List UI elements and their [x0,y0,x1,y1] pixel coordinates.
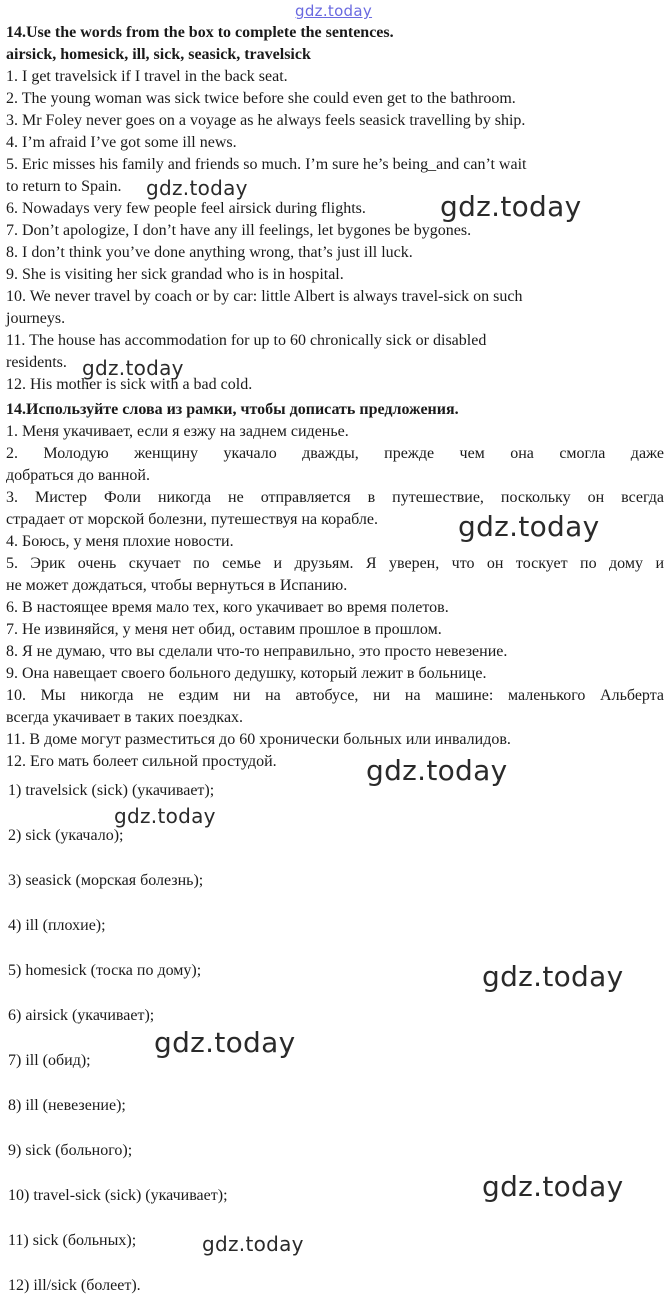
russian-sentence: 12. Его мать болеет сильной простудой. [6,753,277,770]
watermark: gdz.today [458,510,600,543]
russian-sentence: 2. Молодую женщину укачало дважды, прежде чем она смогла даже [6,445,664,462]
english-sentence: 6. Nowadays very few people feel airsick during flights. [6,200,366,217]
watermark: gdz.today [202,1232,304,1256]
english-sentence: journeys. [6,310,66,327]
russian-sentence: 1. Меня укачивает, если я езжу на заднем сиденье. [6,423,349,440]
english-sentence: 1. I get travelsick if I travel in the back seat. [6,68,288,85]
english-sentence: 7. Don’t apologize, I don’t have any ill feelings, let bygones be bygones. [6,222,472,239]
answer-item: 2) sick (укачало); [8,827,124,844]
answer-item: 8) ill (невезение); [8,1097,126,1114]
word-box: airsick, homesick, ill, sick, seasick, travelsick [6,46,311,63]
russian-sentence: 6. В настоящее время мало тех, кого укачивает во время полетов. [6,599,449,616]
answer-item: 9) sick (больного); [8,1142,133,1159]
russian-heading: 14.Используйте слова из рамки, чтобы дописать предложения. [6,401,459,418]
english-sentence: 8. I don’t think you’ve done anything wrong, that’s just ill luck. [6,244,413,261]
english-sentence: 9. She is visiting her sick grandad who is in hospital. [6,266,344,283]
russian-sentence: 3. Мистер Фоли никогда не отправляется в путешествие, поскольку он всегда [6,489,664,506]
watermark: gdz.today [82,356,184,380]
answer-item: 6) airsick (укачивает); [8,1007,155,1024]
watermark: gdz.today [482,1170,624,1203]
answer-item: 1) travelsick (sick) (укачивает); [8,782,215,799]
english-sentence: 12. His mother is sick with a bad cold. [6,376,253,393]
answer-item: 7) ill (обид); [8,1052,91,1069]
english-sentence: residents. [6,354,67,371]
watermark: gdz.today [482,960,624,993]
answer-item: 10) travel-sick (sick) (укачивает); [8,1187,228,1204]
russian-sentence: 11. В доме могут разместиться до 60 хронически больных или инвалидов. [6,731,511,748]
russian-sentence: добраться до ванной. [6,467,150,484]
watermark: gdz.today [146,176,248,200]
answer-item: 11) sick (больных); [8,1232,137,1249]
russian-sentence: страдает от морской болезни, путешествуя на корабле. [6,511,379,528]
english-sentence: 2. The young woman was sick twice before she could even get to the bathroom. [6,90,516,107]
russian-sentence: не может дождаться, чтобы вернуться в Испанию. [6,577,348,594]
english-sentence: 5. Eric misses his family and friends so much. I’m sure he’s being_and can’t wait [6,156,527,173]
watermark: gdz.today [366,754,508,787]
answer-item: 3) seasick (морская болезнь); [8,872,204,889]
english-sentence: 11. The house has accommodation for up to 60 chronically sick or disabled [6,332,487,349]
english-sentence: 10. We never travel by coach or by car: little Albert is always travel-sick on such [6,288,523,305]
answer-item: 4) ill (плохие); [8,917,106,934]
watermark: gdz.today [295,2,373,20]
russian-sentence: 8. Я не думаю, что вы сделали что-то неправильно, это просто невезение. [6,643,508,660]
russian-sentence: 7. Не извиняйся, у меня нет обид, оставим прошлое в прошлом. [6,621,442,638]
answer-item: 5) homesick (тоска по дому); [8,962,202,979]
watermark: gdz.today [114,804,216,828]
watermark: gdz.today [154,1026,296,1059]
english-heading: 14.Use the words from the box to complete the sentences. [6,24,394,41]
english-sentence: to return to Spain. [6,178,122,195]
answer-item: 12) ill/sick (болеет). [8,1277,141,1294]
russian-sentence: 5. Эрик очень скучает по семье и друзьям. Я уверен, что он тоскует по дому и [6,555,664,572]
russian-sentence: 4. Боюсь, у меня плохие новости. [6,533,234,550]
russian-sentence: 9. Она навещает своего больного дедушку, который лежит в больнице. [6,665,487,682]
english-sentence: 4. I’m afraid I’ve got some ill news. [6,134,237,151]
english-sentence: 3. Mr Foley never goes on a voyage as he always feels seasick travelling by ship. [6,112,526,129]
watermark: gdz.today [440,190,582,223]
russian-sentence: 10. Мы никогда не ездим ни на автобусе, ни на машине: маленького Альберта [6,687,664,704]
russian-sentence: всегда укачивает в таких поездках. [6,709,244,726]
